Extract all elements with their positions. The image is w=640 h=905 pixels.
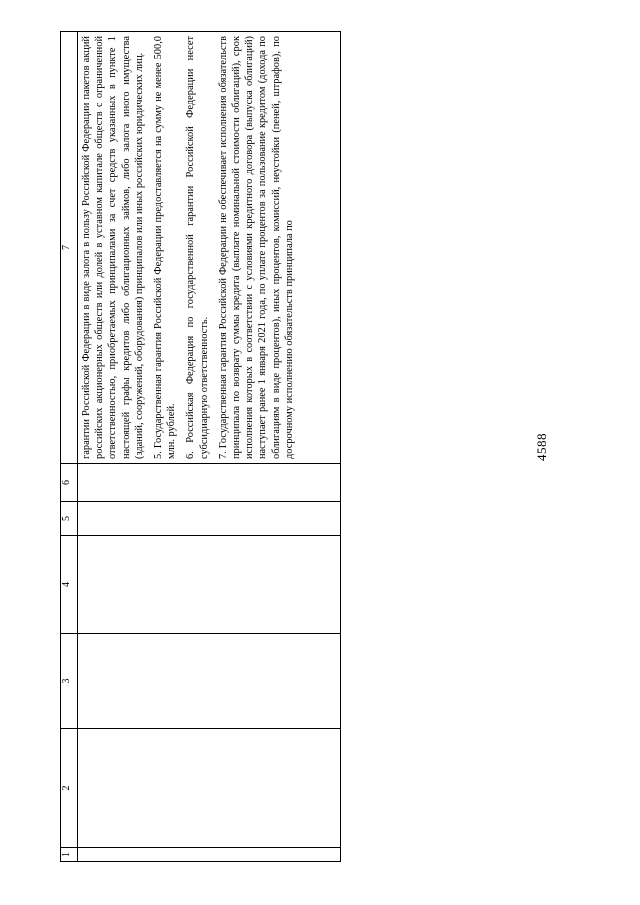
cell-col-1 bbox=[78, 848, 341, 862]
column-header-5: 5 bbox=[61, 502, 78, 536]
column-header-1: 1 bbox=[61, 848, 78, 862]
page-number: 4588 bbox=[534, 433, 549, 461]
table-row bbox=[78, 32, 341, 862]
paragraph-7: 7. Государственная гарантия Российской Федерации не обеспечивает исполнения обязательств принципала по возврату суммы кредита (выплате номинальной стоимости облигаций), срок исполнения которых в соответствии с условиями кредитного договора (выпуска облигаций) наступает ранее 1 января 2021 года, по уплате процентов за пользование кредитом (дохода по облигациям в виде процентов), иных процентов, комиссий, неустойки (пеней, штрафов), по досрочному исполнению обязательств принципала по bbox=[217, 36, 295, 459]
column-header-6: 6 bbox=[61, 464, 78, 502]
rotated-page bbox=[60, 32, 570, 862]
column-header-7: 7 bbox=[61, 32, 78, 464]
paragraph-6: 6. Российская Федерация по государственной гарантии Российской Федерации несет субсидиарную ответственность. bbox=[185, 36, 210, 459]
paragraph-5: 5. Государственная гарантия Российской Федерации предоставляется на сумму не менее 500,0 млн. рублей. bbox=[153, 36, 178, 459]
paragraph-guarantee-collateral: гарантии Российской Федерации в виде залога в пользу Российской Федерации пакетов акций российских акционерных обществ или долей в уставном капитале обществ с ограниченной ответственностью, приобретаемых принципалами за счет средств указанных в пункте 1 настоящей графы кредитов либо облигационных займов, либо залога иного имущества (зданий, сооружений, оборудования) принципалов или иных российских юридических лиц. bbox=[81, 36, 145, 459]
column-header-2: 2 bbox=[61, 729, 78, 848]
cell-col-6 bbox=[78, 464, 341, 502]
col7-text bbox=[78, 32, 296, 463]
cell-col-7 bbox=[78, 32, 341, 464]
cell-col-5 bbox=[78, 502, 341, 536]
cell-col-3 bbox=[78, 634, 341, 729]
cell-col-4 bbox=[78, 536, 341, 634]
column-header-row bbox=[61, 32, 78, 862]
document-table bbox=[60, 31, 341, 862]
cell-col-2 bbox=[78, 729, 341, 848]
column-header-3: 3 bbox=[61, 634, 78, 729]
column-header-4: 4 bbox=[61, 536, 78, 634]
